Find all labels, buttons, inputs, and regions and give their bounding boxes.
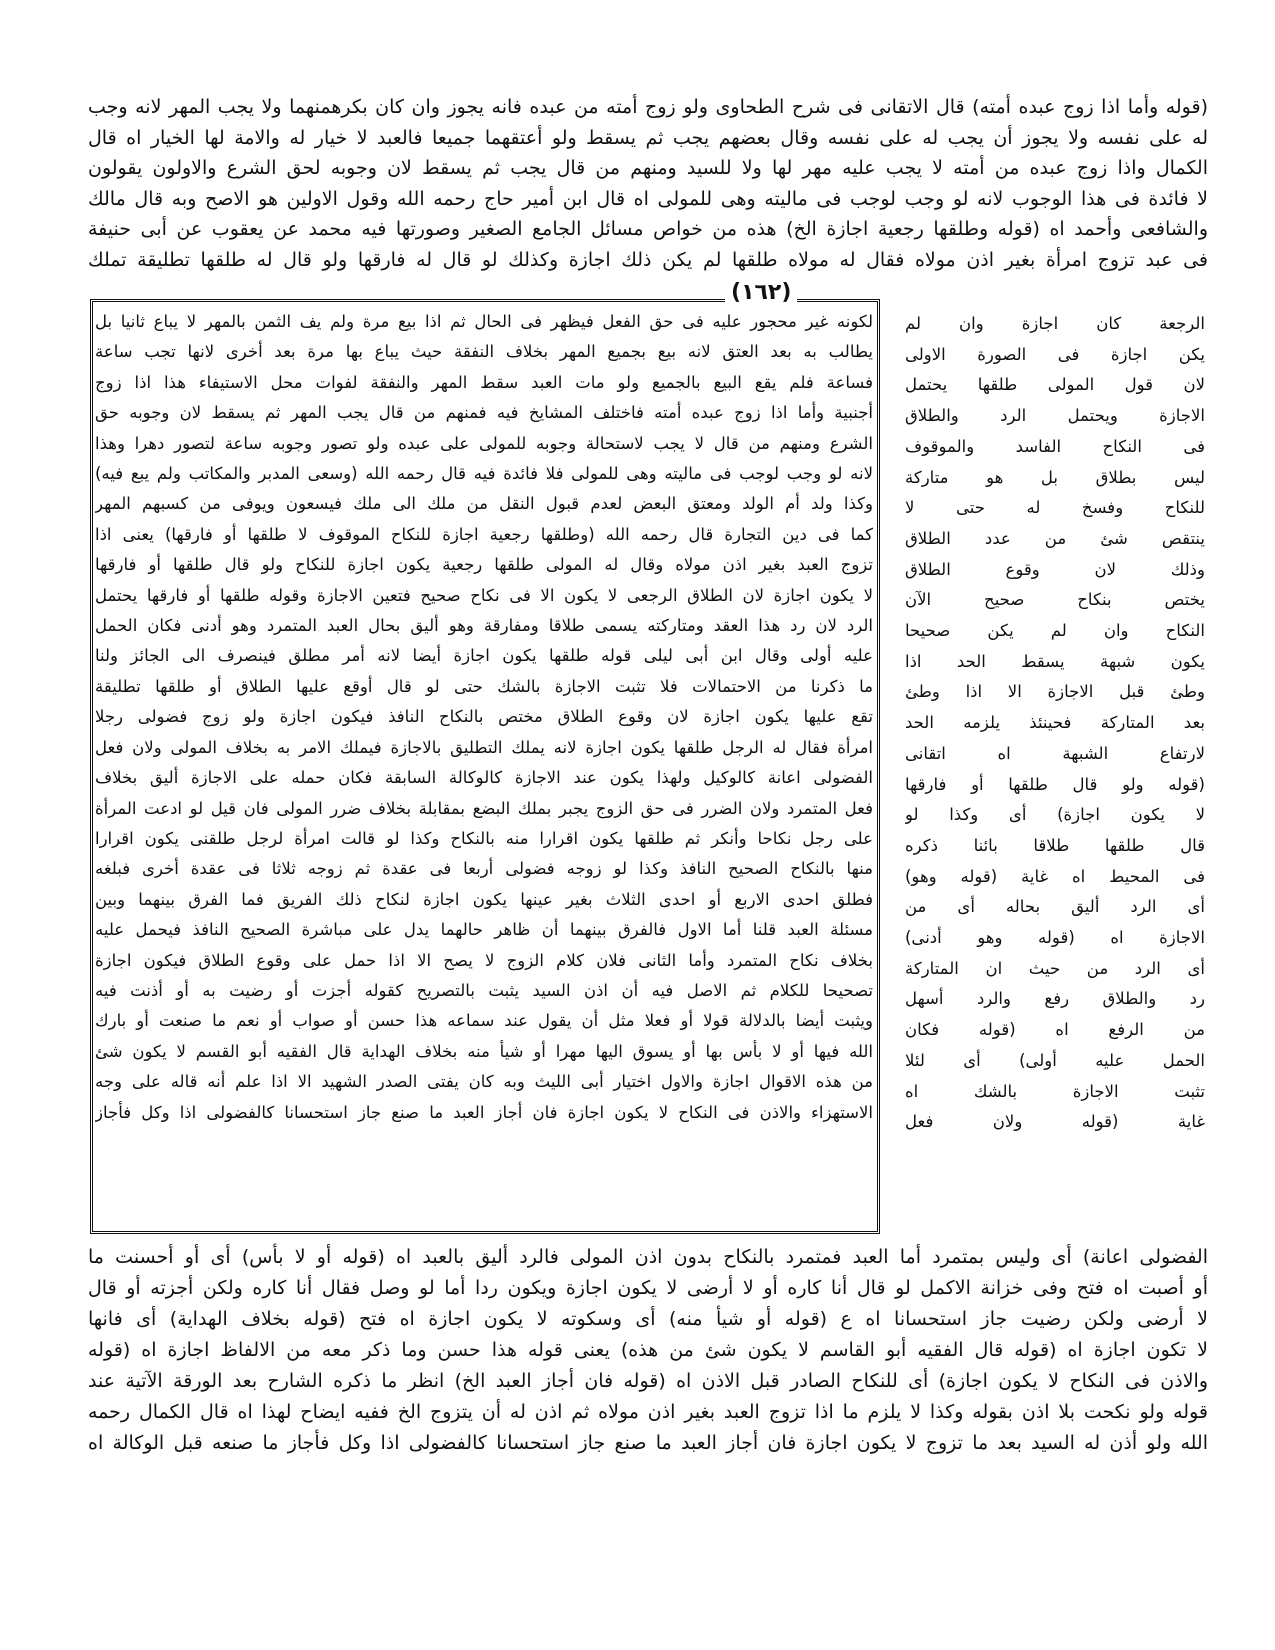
text-line: يكون شبهة يسقط الحد اذا [905,651,1205,671]
text-line: الرد لان رد هذا العقد ومتاركته يسمى طلاقا ومفارقة وهو أليق بحال العبد المتمرد وهو أدنى فكان الحمل [95,616,873,636]
text-line: الفضولى اعانة) أى وليس بمتمرد أما العبد فمتمرد بالنكاح بدون اذن المولى فالرد أليق بالعبد اه (قوله أو لا بأس) أى أو أحسنت ما [88,1246,1208,1268]
text-line: النكاح وان لم يكن صحيحا [905,621,1205,641]
text-line: بعد المتاركة فحينئذ يلزمه الحد [905,713,1205,733]
text-line: وذلك لان وقوع الطلاق [905,559,1205,579]
text-line: والاذن فى النكاح لا يكون اجازة) أى للنكاح الصادر قبل الاذن اه (قوله فان أجاز العبد الخ) انظر ما ذكره الشارح بعد الورقة الآتية عند [88,1370,1208,1392]
text-line: من الرفع اه (قوله فكان [905,1020,1205,1040]
text-line: فى النكاح الفاسد والموقوف [905,436,1205,456]
text-line: ما ذكرنا من الاحتمالات فلا تثبت الاجازة بالشك حتى لو قال أوقع عليها الطلاق أو طلقها تطليقة [95,676,873,696]
text-line: لا يكون اجازة) أى وكذا لو [905,805,1205,825]
text-line: كما فى دين التجارة قال رحمه الله (وطلقها رجعية اجازة للنكاح الموقوف لا طلقها أو فارقها) يعنى اذا [95,524,873,544]
text-line: منها بالنكاح الصحيح النافذ وكذا لو زوجه فضولى أربعا فى عقدة ثم زوجه ثلاثا فى عقدة أخرى فبلغه [95,859,873,879]
text-line: (قوله وأما اذا زوج عبده أمته) قال الاتقانى فى شرح الطحاوى ولو زوج أمته من عبده فانه يجوز وان كان بكرهمنهما ولا يجب المهر لانه وجب [88,96,1208,118]
text-line: الاستهزاء والاذن فى النكاح لا يكون اجازة فان أجاز العبد ما صنع جاز استحسانا كالفضولى اذا وكل فأجاز [95,1102,873,1122]
text-line: رد والطلاق رفع والرد أسهل [905,989,1205,1009]
text-line: الكمال واذا زوج عبده من أمته لا يجب عليه مهر لها ولا للسيد ومنهم من قال يجب ثم يسقط لان وجوبه لحق الشرع والاولون يقولون [88,157,1208,179]
text-line: امرأة فقال له الرجل طلقها يكون اجازة لانه يملك التطليق بالاجازة فيملك الامر به بخلاف المولى ولان فعل [95,737,873,757]
text-line: تصحيحا للكلام ثم الاصل فيه أن اذن السيد يثبت بالتصريح كقوله أجزت أو رضيت به أو أذنت فيه [95,980,873,1000]
text-line: من هذه الاقوال اجازة والاول اختيار أبى الليث وبه كان يفتى الصدر الشهيد الا اذا علم أنه قاله على وجه [95,1072,873,1092]
text-line: ويثبت أيضا بالدلالة قولا أو فعلا مثل أن يقول عند سماعه هذا حسن أو صواب أو نعم ما صنعت أو بارك [95,1011,873,1031]
text-line: لا أرضى ولكن رضيت جاز استحسانا اه ع (قوله أو شيأ منه) أى وسكوته لا يكون اجازة اه فتح (قوله بخلاف الهداية) أى فانها [88,1308,1208,1330]
text-line: فساعة فلم يقع البيع بالجميع ولو مات العبد سقط المهر والنفقة لفوات محل الاستيفاء هذا اذا زوج [95,372,873,392]
text-line: (قوله ولو قال طلقها أو فارقها [905,774,1205,794]
text-line: على رجل نكاحا وأنكر ثم طلقها يكون اقرارا منه بالنكاح وكذا لو قالت امرأة لرجل طلقنى يكون اقرارا [95,828,873,848]
text-line: فى عبد تزوج امرأة بغير اذن مولاه فقال له مولاه طلقها لم يكن ذلك اجازة وكذلك لو قال له فارقها ولو قال له طلقها تطليقة تملك [88,248,1208,271]
text-line: الله ولو أذن له السيد بعد ما تزوج لا يكون اجازة فان أجاز العبد ما صنع جاز استحسانا كالفضولى اذا وكل فأجاز ما صنعه قبل الوكالة اه [88,1432,1208,1454]
main-text-body [95,307,873,1128]
text-line: مسئلة العبد قلنا أما الاول فالفرق بينهما أن ظاهر حالهما يدل على مباشرة الصحيح النافذ فيحمل عليه [95,920,873,940]
text-line: الاجازة ويحتمل الرد والطلاق [905,406,1205,426]
text-line: فطلق احدى الاربع أو احدى الثلاث بغير عينها يكون اجازة لنكاح ذلك الفريق فما الفرق بينهما وبين [95,889,873,909]
text-line: لكونه غير محجور عليه فى حق الفعل فيظهر فى الحال ثم اذا بيع مرة ولم يف الثمن بالمهر لا يباع ثانيا بل [95,312,873,331]
bottom-commentary [88,1242,1208,1459]
text-line: لا تكون اجازة اه (قوله قال الفقيه أبو القاسم لا يكون شئ من هذه) يعنى قوله هذا حسن وما ذكر معه من الالفاظ اجازة اه (قوله [88,1339,1208,1361]
margin-commentary [905,309,1205,1138]
text-line: عليه أولى وقال ابن أبى ليلى قوله طلقها يكون اجازة أيضا لانه أمر مطلق فينصرف الى الجائز ولنا [95,646,873,666]
text-line: الحمل عليه أولى) أى لئلا [905,1050,1205,1070]
text-line: أو أصبت اه فتح وفى خزانة الاكمل لو قال أنا كاره أو لا أرضى لا يكون اجازة ويكون ردا أما لو وصل فقال أنا كاره ولكن أجزته أو قال [88,1277,1208,1299]
text-line: فعل المتمرد ولان الضرر فى حق الزوج يجبر بملك البضع بمقابلة بخلاف ضرر المولى فان قيل لو ادعت المرأة [95,798,873,818]
page-number: (١٦٢) [725,280,797,305]
text-line: يختص بنكاح صحيح الآن [905,590,1205,610]
text-line: أى الرد أليق بحاله أى من [905,897,1205,917]
text-line: الفضولى اعانة كالوكيل ولهذا يكون عند الاجازة كالوكالة السابقة فكان حمله على الاجازة أليق بخلاف [95,768,873,788]
text-line: فى المحيط اه غاية (قوله وهو) [905,866,1205,886]
text-line: والشافعى وأحمد اه (قوله وطلقها رجعية اجازة الخ) هذه من خواص مسائل الجامع الصغير وصورتها فيه محمد عن يعقوب عن أبى حنيفة [88,218,1208,240]
text-line: الله فيها أو لا بأس بها أو يسوق اليها مهرا أو شيأ منه بخلاف الهداية قال الفقيه أبو القسم لا يكون شئ [95,1041,873,1061]
text-line: يطالب به بعد العتق لانه بيع بجميع المهر بخلاف النفقة حيث يباع بها مرة بعد أخرى لانها تجب ساعة [95,342,873,362]
text-line: لارتفاع الشبهة اه اتقانى [905,743,1205,763]
top-commentary [88,92,1208,275]
text-line: يكن اجازة فى الصورة الاولى [905,344,1205,364]
text-line: له على نفسه ولا يجوز أن يجب له على نفسه وقال بعضهم يجب ثم يسقط ولو أعتقهما جميعا فالعبد لا خيار له والامة لها الخيار اه قال [88,126,1208,149]
text-line: تثبت الاجازة بالشك اه [905,1081,1205,1101]
text-line: ينتقص شئ من عدد الطلاق [905,528,1205,548]
text-line: أى الرد من حيث ان المتاركة [905,958,1205,978]
text-line: ليس بطلاق بل هو متاركة [905,467,1205,487]
text-line: الرجعة كان اجازة وان لم [905,314,1205,333]
text-line: للنكاح وفسخ له حتى لا [905,498,1205,518]
text-line: وكذا ولد أم الولد ومعتق البعض لعدم قبول النقل من ملك الى ملك فيسعون ويوفى من كسبهم المهر [95,494,873,514]
text-line: بخلاف نكاح المتمرد وأما الثانى فلان كلام الزوج لا يصح الا اذا حمل على وقوع الطلاق فيكون اجازة [95,950,873,970]
text-line: قال طلقها طلاقا بائنا ذكره [905,835,1205,855]
text-line: لانه لو وجب لوجب فى ماليته وهى للمولى فلا فائدة فيه قال رحمه الله (وسعى المدبر والمكاتب ولم يبع فيه) [95,464,873,484]
text-line: أجنبية وأما اذا زوج عبده أمته فاختلف المشايخ فيه فمنهم من قال يجب المهر ثم يسقط لان وجوبه حق [95,403,873,423]
text-line: الاجازة اه (قوله وهو أدنى) [905,928,1205,948]
text-line: تقع عليها يكون اجازة لان وقوع الطلاق مختص بالنكاح النافذ فيكون اجازة ولو زوج فضولى رجلا [95,707,873,727]
text-line: لان قول المولى طلقها يحتمل [905,375,1205,395]
text-line: تزوج العبد بغير اذن مولاه وقال له المولى طلقها رجعية يكون اجازة للنكاح ولو قال طلقها أو فارقها [95,555,873,575]
text-line: الشرع ومنهم من قال لا يجب لاستحالة وجوبه للمولى على عبده ولو تصور وجوبه ساعة لتصور دهرا وهذا [95,433,873,453]
text-line: قوله ولو نكحت بلا اذن بقوله وكذا لا يلزم ما اذا تزوج العبد بغير اذن مولاه ثم اذن له أن يتزوج الخ ففيه ايضاح لهذا اه قال الكمال رحمه [88,1401,1208,1423]
text-line: غاية (قوله ولان فعل [905,1112,1205,1132]
text-line: لا يكون اجازة لان الطلاق الرجعى لا يكون الا فى نكاح صحيح فتعين الاجازة وقوله طلقها أو فارقها يحتمل [95,585,873,605]
text-line: لا فائدة فى هذا الوجوب لانه لو وجب لوجب فى ماليته وهى للمولى اه قال ابن أمير حاج رحمه الله وقول الاولين هو الاصح وبه قال مالك [88,187,1208,210]
text-line: وطئ قبل الاجازة الا اذا وطئ [905,682,1205,702]
